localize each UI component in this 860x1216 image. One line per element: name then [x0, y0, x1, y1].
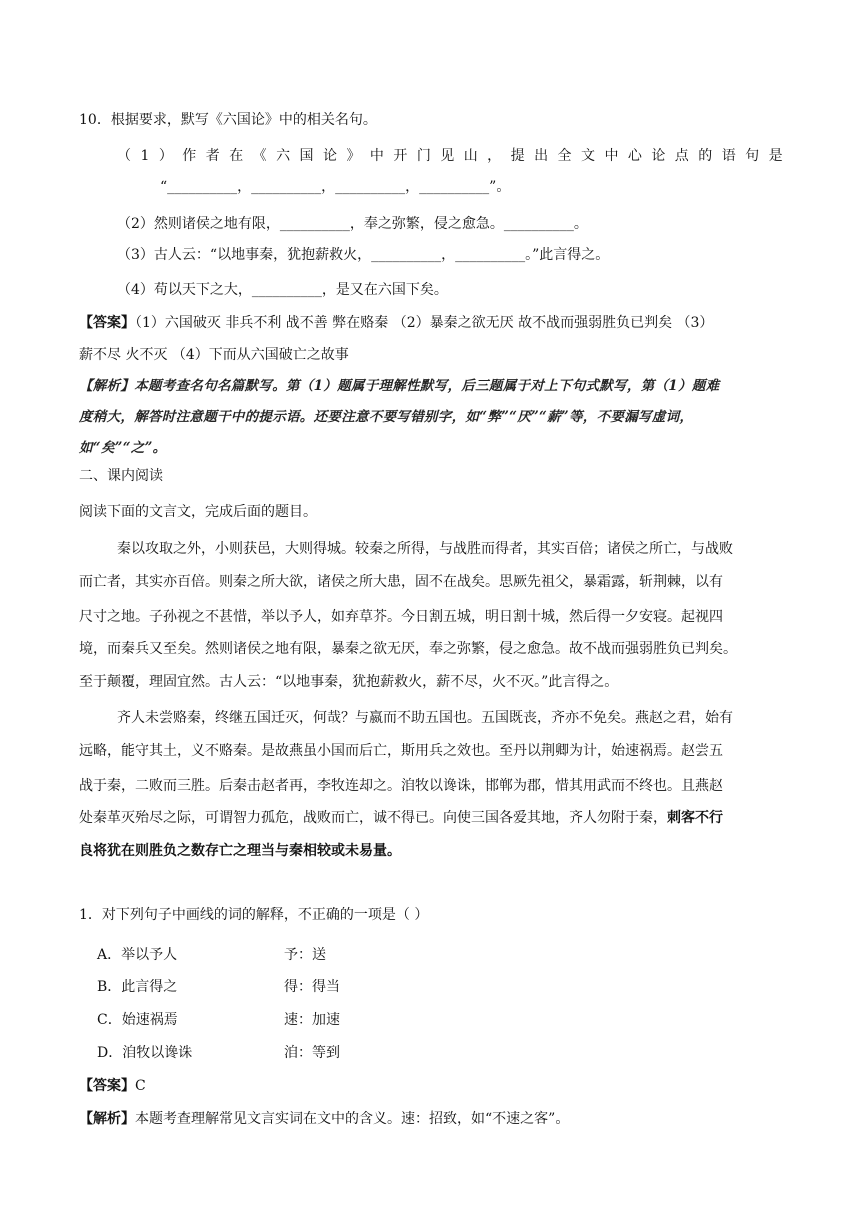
section-heading: 二、课内阅读 [79, 468, 163, 484]
question-1-stem: 1．对下列句子中画线的词的解释，不正确的一项是（ ） [79, 907, 429, 923]
question-10-analysis-line1 [79, 376, 719, 396]
sub1-char: 句 [745, 148, 760, 164]
option-a-text: A．举以予人 [97, 947, 178, 963]
question-10-sub1-blanks: “__________，__________，__________，__________”。 [160, 179, 511, 195]
option-c-text: C．始速祸焉 [97, 1012, 178, 1028]
passage-text: 尺寸之地。子孙视之不甚惜，举以予人，如弃草芥。今日割五城，明日割十城，然后得一夕安寝。起视四 [79, 609, 723, 625]
section-instruction: 阅读下面的文言文，完成后面的题目。 [79, 504, 317, 520]
sub1-char: 》 [346, 148, 361, 164]
option-b-text: B．此言得之 [97, 979, 178, 995]
sub1-char: 见 [440, 148, 455, 164]
passage-text: 至于颠覆，理固宜然。古人云：“以地事秦，犹抱薪救火，薪不尽，火不灭。”此言得之。 [79, 674, 619, 690]
answer-label: 【答案】 [79, 1078, 135, 1094]
passage-p2-line [79, 776, 784, 796]
passage-p2-line [79, 741, 784, 761]
passage-p2-line [79, 808, 784, 828]
sub1-char: 中 [604, 148, 619, 164]
answer-label: 【答案】 [79, 315, 135, 331]
sub1-char: 中 [369, 148, 384, 164]
question-10-sub2: （2）然则诸侯之地有限，__________，奉之弥繁，侵之愈急。__________。 [117, 216, 588, 232]
answer-text: （1）六国破灭 非兵不利 战不善 弊在赂秦 （2）暴秦之欲无厌 故不战而强弱胜负已判矣 （3） [135, 315, 714, 331]
sub1-char: 出 [534, 148, 549, 164]
sub1-char: 开 [393, 148, 408, 164]
sub1-char: 在 [229, 148, 244, 164]
sub1-char: 的 [698, 148, 713, 164]
question-10-sub4: （4）苟以天下之大，__________，是又在六国下矣。 [117, 282, 448, 298]
analysis-text: 本题考查名句名篇默写。第（1）题属于理解性默写，后三题属于对上下句式默写，第（1）题难 [134, 378, 720, 394]
passage-text: 远略，能守其土，义不赂秦。是故燕虽小国而后亡，斯用兵之效也。至丹以荆卿为计，始速祸焉。赵尝五 [79, 743, 723, 759]
sub1-char: 者 [205, 148, 220, 164]
sub1-char: 六 [276, 148, 291, 164]
question-10-title: 10．根据要求，默写《六国论》中的相关名句。 [79, 112, 377, 128]
sub1-char: 提 [510, 148, 525, 164]
question-10-analysis-line3: 如“矣”“之”。 [79, 440, 167, 456]
sub1-char: 山 [463, 148, 478, 164]
option-a-explanation: 予：送 [284, 947, 326, 963]
sub1-char: 点 [674, 148, 689, 164]
sub1-char: 1 [140, 148, 150, 164]
question-10-sub1-line1 [117, 146, 783, 166]
option-c-explanation: 速：加速 [284, 1012, 340, 1028]
question-10-analysis-line2: 度稍大，解答时注意题干中的提示语。还要注意不要写错别字，如“弊”“厌”“薪”等，不要漏写虚词， [79, 409, 694, 425]
sub1-char: 文 [580, 148, 595, 164]
option-d-explanation: 洎：等到 [284, 1045, 340, 1061]
passage-p1-line [117, 539, 733, 559]
sub1-char: 是 [768, 148, 783, 164]
passage-bold-text: 良将犹在则胜负之数存亡之理当与秦相较或未易量。 [79, 843, 401, 859]
passage-text: 齐人未尝赂秦，终继五国迁灭，何哉？与嬴而不助五国也。五国既丧，齐亦不免矣。燕赵之君，始有 [117, 710, 733, 726]
passage-p1-line [79, 607, 784, 627]
question-10-answer-line1 [79, 313, 713, 333]
passage-text: 战于秦，二败而三胜。后秦击赵者再，李牧连却之。洎牧以谗诛，邯郸为郡，惜其用武而不终也。且燕赵 [79, 778, 723, 794]
analysis-label: 【解析】 [79, 1111, 135, 1127]
sub1-char: 论 [323, 148, 337, 164]
sub1-char: 作 [182, 148, 197, 164]
passage-bold-text: 刺客不行 [667, 810, 723, 826]
question-1-answer [79, 1076, 146, 1096]
question-1-analysis [79, 1109, 569, 1129]
question-10-sub3: （3）古人云：“以地事秦，犹抱薪救火，__________，__________。”此言得之。 [117, 247, 610, 263]
option-d-text: D．洎牧以谗诛 [97, 1045, 193, 1061]
passage-p2-line [79, 841, 784, 861]
passage-text: 而亡者，其实亦百倍。则秦之所大欲，诸侯之所大患，固不在战矣。思厥先祖父，暴霜露，斩荆棘，以有 [79, 574, 723, 590]
sub1-char: ， [487, 148, 502, 164]
sub1-char: ） [158, 148, 173, 164]
sub1-char: 语 [721, 148, 736, 164]
sub1-char: （ [117, 148, 131, 164]
question-10-answer-line2: 薪不尽 火不灭 （4）下而从六国破亡之故事 [79, 347, 349, 363]
passage-text: 境，而秦兵又至矣。然则诸侯之地有限，暴秦之欲无厌，奉之弥繁，侵之愈急。故不战而强弱胜负已判矣。 [79, 641, 737, 657]
sub1-char: 门 [416, 148, 431, 164]
passage-p1-line [79, 672, 784, 692]
passage-text: 秦以攻取之外，小则获邑，大则得城。较秦之所得，与战胜而得者，其实百倍；诸侯之所亡，与战败 [117, 541, 733, 557]
answer-text: C [135, 1078, 146, 1094]
passage-text: 处秦革灭殆尽之际，可谓智力孤危，战败而亡，诚不得已。向使三国各爱其地，齐人勿附于秦， [79, 810, 667, 826]
passage-p1-line [79, 639, 784, 659]
sub1-char: 心 [627, 148, 642, 164]
sub1-char: 国 [299, 148, 314, 164]
sub1-char: 全 [557, 148, 572, 164]
sub1-char: 《 [252, 148, 267, 164]
option-b-explanation: 得：得当 [284, 979, 340, 995]
passage-p1-line [79, 572, 784, 592]
analysis-text: 本题考查理解常见文言实词在文中的含义。速：招致，如“不速之客”。 [135, 1111, 570, 1127]
passage-p2-line [117, 708, 733, 728]
analysis-label: 【解析】 [79, 378, 135, 394]
sub1-char: 论 [651, 148, 666, 164]
